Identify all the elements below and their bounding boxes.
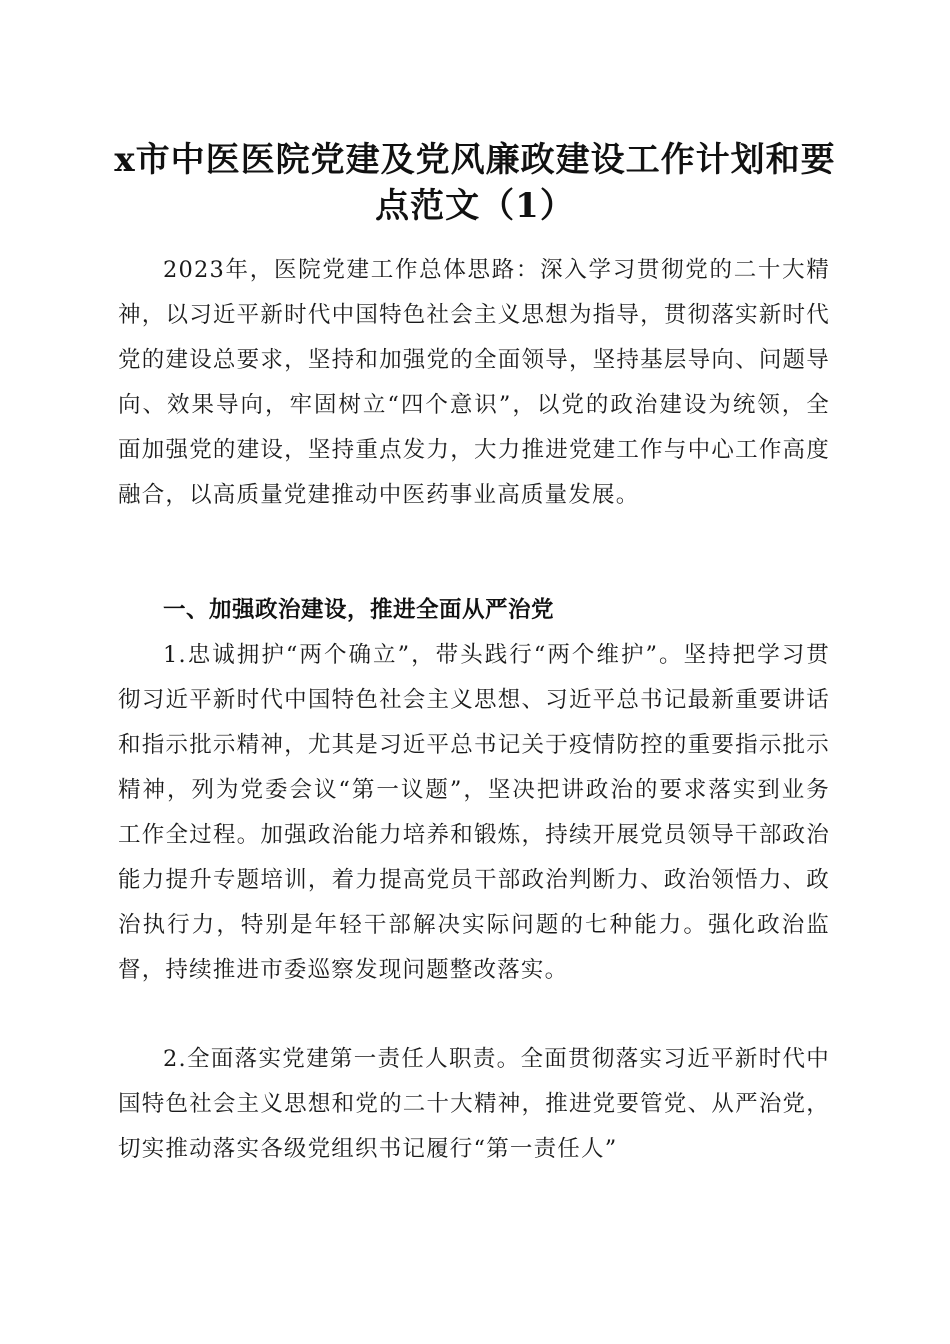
paragraph-item-1: 1.忠诚拥护“两个确立”，带头践行“两个维护”。坚持把学习贯彻习近平新时代中国特色社会主义思想、习近平总书记最新重要讲话和指示批示精神，尤其是习近平总书记关于疫情防控的重要指示批示精神，列为党委会议“第一议题”，坚决把讲政治的要求落实到业务工作全过程。加强政治能力培养和锻炼，持续开展党员领导干部政治能力提升专题培训，着力提高党员干部政治判断力、政治领悟力、政治执行力，特别是年轻干部解决实际问题的七种能力。强化政治监督，持续推进市委巡察发现问题整改落实。	[118, 642, 830, 983]
section-heading-1: 一、加强政治建设，推进全面从严治党	[163, 597, 555, 623]
paragraph-item-2: 2.全面落实党建第一责任人职责。全面贯彻落实习近平新时代中国特色社会主义思想和党的二十大精神，推进党要管党、从严治党，切实推动落实各级党组织书记履行“第一责任人”	[118, 1046, 830, 1162]
document-title: x市中医医院党建及党风廉政建设工作计划和要点范文（1）	[114, 140, 836, 226]
paragraph-overview: 2023年，医院党建工作总体思路：深入学习贯彻党的二十大精神，以习近平新时代中国特色社会主义思想为指导，贯彻落实新时代党的建设总要求，坚持和加强党的全面领导，坚持基层导向、问题导向、效果导向，牢固树立“四个意识”，以党的政治建设为统领，全面加强党的建设，坚持重点发力，大力推进党建工作与中心工作高度融合，以高质量党建推动中医药事业高质量发展。	[118, 257, 830, 508]
